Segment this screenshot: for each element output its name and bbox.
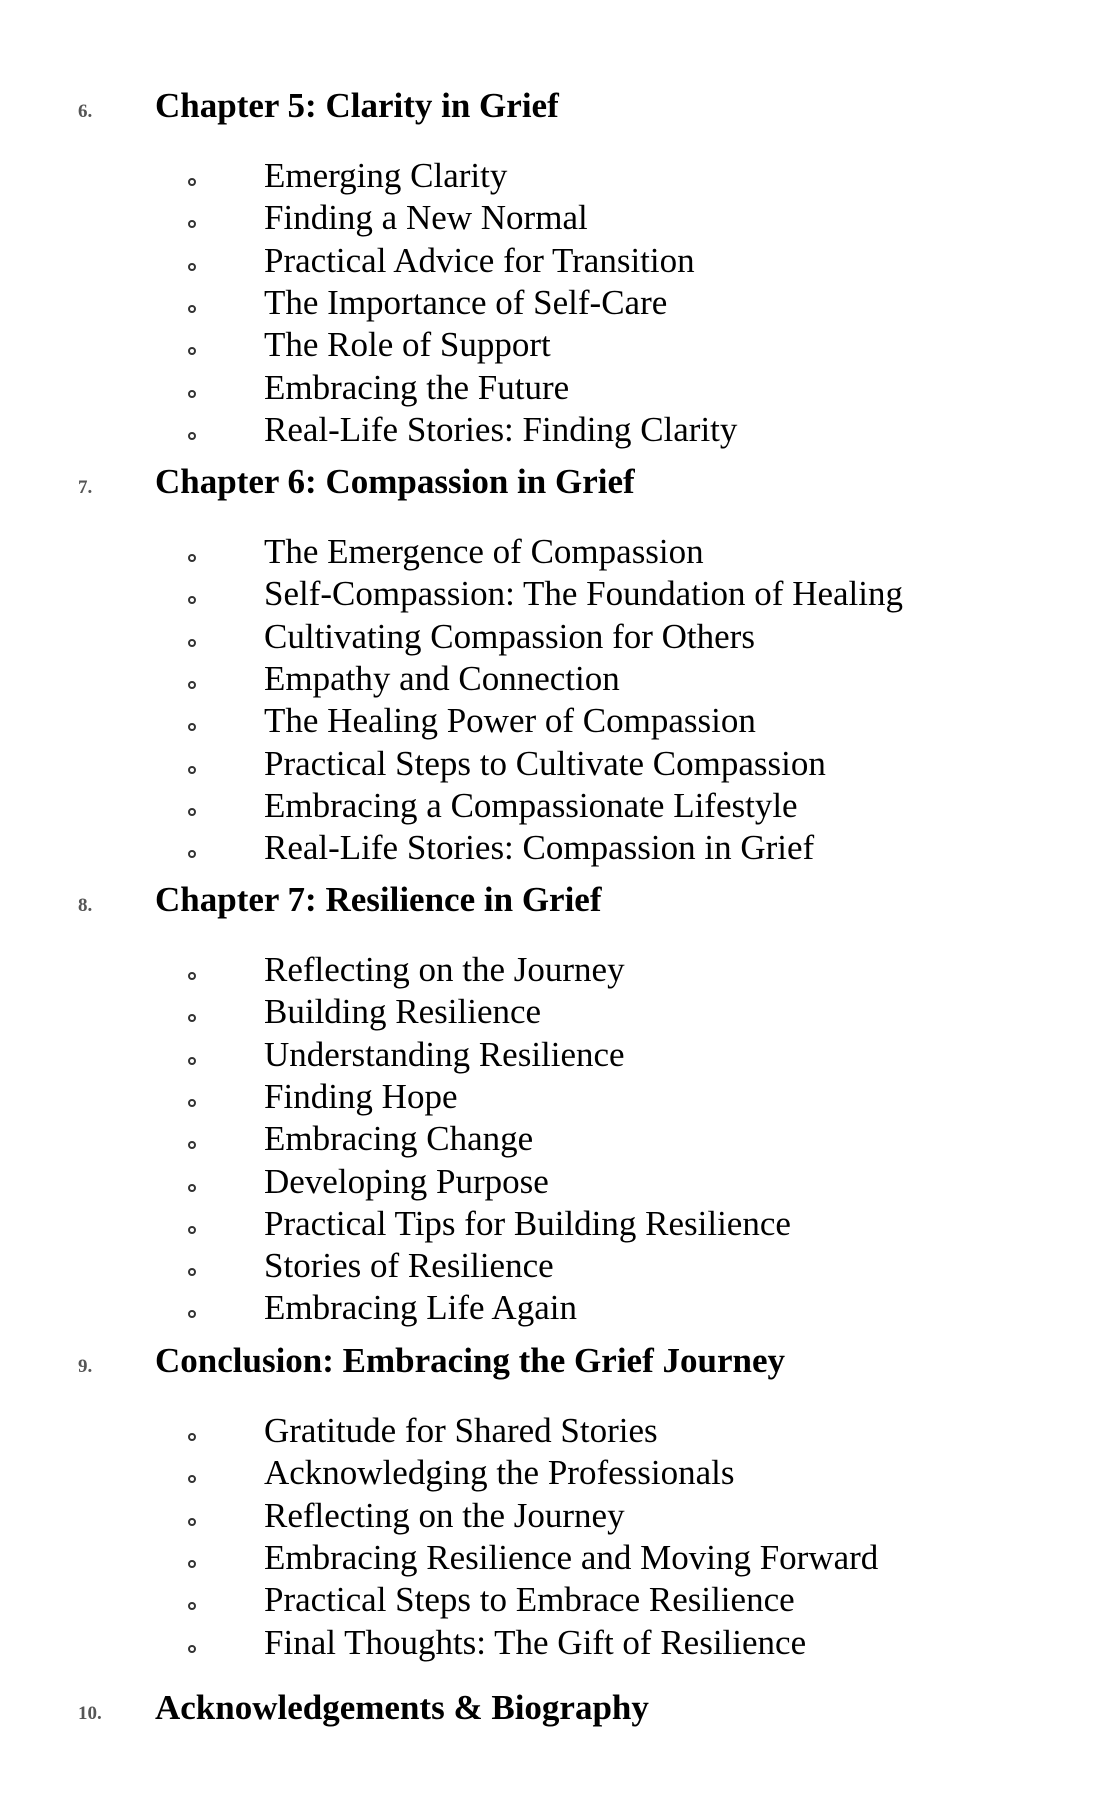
list-item[interactable] (0, 1077, 1106, 1129)
section-label: Understanding Resilience (264, 1035, 625, 1074)
section-label: Finding Hope (264, 1077, 458, 1116)
section-label: Stories of Resilience (264, 1246, 554, 1285)
circle-bullet-icon (188, 681, 196, 689)
section-label: Embracing Change (264, 1119, 534, 1158)
section-label: Real-Life Stories: Compassion in Grief (264, 828, 815, 867)
circle-bullet-icon (188, 808, 196, 816)
section-label: Reflecting on the Journey (264, 950, 625, 989)
section-label: Embracing Resilience and Moving Forward (264, 1538, 879, 1577)
section-label: The Emergence of Compassion (264, 532, 704, 571)
circle-bullet-icon (188, 1057, 196, 1065)
chapter-title[interactable]: Chapter 7: Resilience in Grief (155, 880, 602, 919)
circle-bullet-icon (188, 1475, 196, 1483)
circle-bullet-icon (188, 1518, 196, 1526)
section-label: Building Resilience (264, 992, 542, 1031)
section-label: Developing Purpose (264, 1162, 549, 1201)
section-label: Real-Life Stories: Finding Clarity (264, 410, 738, 449)
circle-bullet-icon (188, 1560, 196, 1568)
circle-bullet-icon (188, 723, 196, 731)
circle-bullet-icon (188, 766, 196, 774)
circle-bullet-icon (188, 432, 196, 440)
chapter-number: 7. (78, 477, 93, 498)
section-label: Gratitude for Shared Stories (264, 1411, 658, 1450)
section-label: Practical Tips for Building Resilience (264, 1204, 791, 1243)
circle-bullet-icon (188, 972, 196, 980)
list-item[interactable] (0, 1035, 1106, 1087)
circle-bullet-icon (188, 596, 196, 604)
chapter-title[interactable]: Conclusion: Embracing the Grief Journey (155, 1341, 785, 1380)
circle-bullet-icon (188, 1433, 196, 1441)
section-label: Final Thoughts: The Gift of Resilience (264, 1623, 807, 1662)
section-label: Embracing a Compassionate Lifestyle (264, 786, 798, 825)
circle-bullet-icon (188, 305, 196, 313)
chapter-title[interactable]: Chapter 5: Clarity in Grief (155, 86, 559, 125)
chapter-title[interactable]: Chapter 6: Compassion in Grief (155, 462, 635, 501)
circle-bullet-icon (188, 1645, 196, 1653)
circle-bullet-icon (188, 1226, 196, 1234)
circle-bullet-icon (188, 178, 196, 186)
circle-bullet-icon (188, 390, 196, 398)
chapter-number: 10. (78, 1703, 102, 1724)
section-label: Acknowledging the Professionals (264, 1453, 735, 1492)
circle-bullet-icon (188, 1014, 196, 1022)
list-item[interactable] (0, 1623, 1106, 1675)
section-label: Cultivating Compassion for Others (264, 617, 755, 656)
section-label: Empathy and Connection (264, 659, 620, 698)
chapter-title[interactable]: Acknowledgements & Biography (155, 1688, 649, 1727)
circle-bullet-icon (188, 263, 196, 271)
section-label: The Healing Power of Compassion (264, 701, 756, 740)
list-item[interactable] (0, 410, 1106, 462)
section-label: Self-Compassion: The Foundation of Healing (264, 574, 904, 613)
list-item[interactable] (0, 283, 1106, 335)
section-label: Practical Steps to Cultivate Compassion (264, 744, 826, 783)
circle-bullet-icon (188, 850, 196, 858)
circle-bullet-icon (188, 1310, 196, 1318)
chapter-number: 8. (78, 895, 93, 916)
section-label: Practical Advice for Transition (264, 241, 695, 280)
list-item[interactable] (0, 1288, 1106, 1340)
circle-bullet-icon (188, 554, 196, 562)
circle-bullet-icon (188, 220, 196, 228)
section-label: The Importance of Self-Care (264, 283, 668, 322)
circle-bullet-icon (188, 1602, 196, 1610)
circle-bullet-icon (188, 1268, 196, 1276)
section-label: Finding a New Normal (264, 198, 588, 237)
chapter-number: 9. (78, 1356, 93, 1377)
section-label: Embracing the Future (264, 368, 570, 407)
section-label: Reflecting on the Journey (264, 1496, 625, 1535)
list-item[interactable] (0, 828, 1106, 880)
circle-bullet-icon (188, 1141, 196, 1149)
section-label: Emerging Clarity (264, 156, 508, 195)
list-item[interactable] (0, 1119, 1106, 1171)
circle-bullet-icon (188, 639, 196, 647)
circle-bullet-icon (188, 347, 196, 355)
section-label: Embracing Life Again (264, 1288, 577, 1327)
circle-bullet-icon (188, 1099, 196, 1107)
section-label: The Role of Support (264, 325, 551, 364)
list-item[interactable] (0, 950, 1106, 1002)
section-label: Practical Steps to Embrace Resilience (264, 1580, 795, 1619)
circle-bullet-icon (188, 1184, 196, 1192)
chapter-number: 6. (78, 101, 93, 122)
